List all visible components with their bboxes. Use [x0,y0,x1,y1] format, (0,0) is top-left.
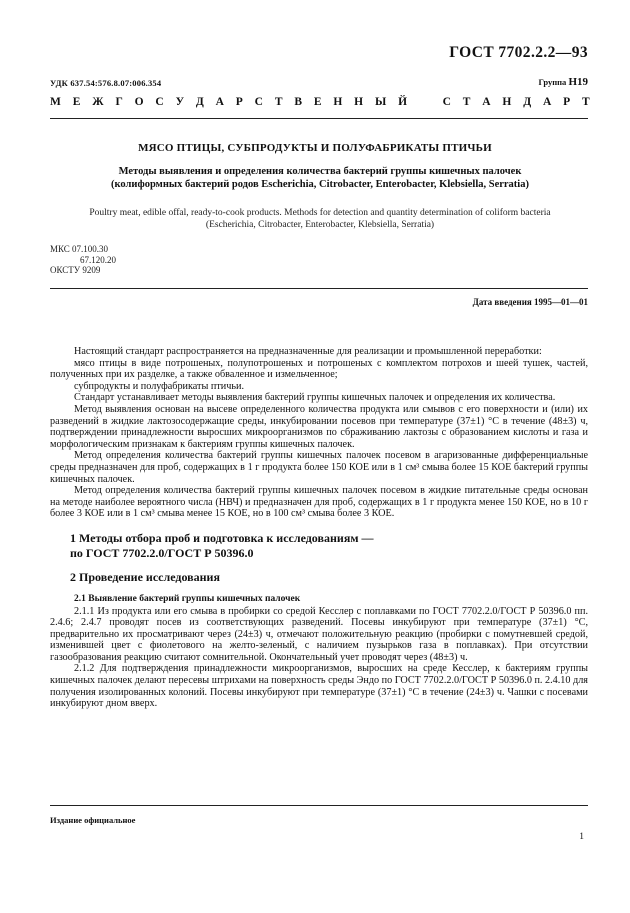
classification-codes [50,244,116,276]
footer-rule [50,805,588,806]
mks-code-1: МКС 07.100.30 [50,244,109,254]
paragraph: мясо птицы в виде потрошеных, полупотрошеных и потрошеных с комплектом потрохов и шеей тушек, частей, полученных при их разделке, а также обваленное и измельченное; [50,357,588,381]
heading-letter: С [254,96,263,108]
heading-letter: Д [195,96,204,108]
date-rule [50,288,588,289]
interstate-standard-heading [50,96,590,108]
section-1-heading [70,531,588,561]
heading-letter: Ж [92,96,104,108]
udk-code: УДК 637.54:576.8.07:006.354 [50,78,162,88]
heading-letter: Т [274,96,283,108]
paragraph: Стандарт устанавливает методы выявления бактерий группы кишечных палочек и определения их количества. [74,392,556,404]
heading-letter: Д [523,96,532,108]
heading-letter: С [442,96,451,108]
heading-letter: А [215,96,224,108]
paragraph: Метод определения количества бактерий группы кишечных палочек посевом в агаризованные дифференциальные среды предназначен для проб, содержащих в 1 г продукта более 150 КОЕ или в 1 см³ смыва более 15 КОЕ бактерий группы кишечных палочек. [50,450,588,485]
heading-letter: В [294,96,302,108]
paragraph: субпродукты и полуфабрикаты птичьи. [74,380,245,392]
paragraph: 2.1.1 Из продукта или его смыва в пробирки со средой Кесслер с поплавками по ГОСТ 7702.2.0/ГОСТ Р 50396.0 пп. 2.4.6; 2.4.7 проводят посев из соответствующих разведений. Посевы инкубируют при температуре (37±1) °С, предварительно их просматривают через (24±3) ч, отмечают положительную реакцию (пробирки с помутневшей средой, изменившей цвет с фиолетового на желто-зеленый, с наличием пузырьков газа в поплавках). При отсутствии газообразования реакцию считают сомнительной. Окончательный учет проводят через (48±3) ч. [50,605,588,663]
top-rule [50,118,588,119]
mks-code-2: 67.120.20 [80,254,116,265]
heading-letter: Н [354,96,364,108]
document-subtitle [60,165,580,191]
heading-letter: Н [502,96,512,108]
heading-letter: Е [72,96,81,108]
paragraph: Метод выявления основан на высеве определенного количества продукта или смывов с его поверхности и (или) их разведений в жидкие лактозосодержащие среды, инкубировании посевов при температуре (37±1) °С в течение (48±3) ч, подтверждении принадлежности выросших микроорганизмов по сбраживанию лактозы с образованием кислоты и газа и морфологическим признакам к бактериям группы кишечных палочек. [50,403,588,450]
heading-letter: Т [582,96,590,108]
heading-letter: Й [398,96,408,108]
group-value: Н19 [568,76,588,88]
subtitle-line-1: Методы выявления и определения количества бактерий группы кишечных палочек [118,166,522,177]
standard-number: ГОСТ 7702.2.2—93 [449,44,588,61]
document-body [50,346,588,710]
heading-letter: Ы [374,96,387,108]
document-title: МЯСО ПТИЦЫ, СУБПРОДУКТЫ И ПОЛУФАБРИКАТЫ ПТИЧЬИ [138,142,492,154]
heading-letter: А [482,96,491,108]
heading-letter: Р [235,96,243,108]
heading-letter: Г [115,96,123,108]
page-number: 1 [579,832,584,842]
section-1-heading-line-1: 1 Методы отбора проб и подготовка к исследованиям — [70,530,374,545]
group-label: Группа [538,77,567,87]
introduction-date: Дата введения 1995—01—01 [472,297,588,307]
heading-letter: Р [563,96,571,108]
subtitle-line-2: (колиформных бактерий родов Escherichia, Citrobacter, Enterobacter, Klebsiella, Serratia) [111,179,529,190]
edition-note: Издание официальное [50,815,136,825]
subsection-2-1-heading: 2.1 Выявление бактерий группы кишечных палочек [74,593,301,604]
heading-letter: Е [313,96,322,108]
heading-letter: А [542,96,552,108]
paragraph: Метод определения количества бактерий группы кишечных палочек посевом в жидкие питательные среды основан на методе наиболее вероятного числа (НВЧ) и предназначен для проб, содержащих в 1 г продукта менее 150 КОЕ, но в 10 г более 3 КОЕ или в 1 см³ смыва менее 15 КОЕ, но в 100 см³ смыва более 3 КОЕ. [50,485,588,520]
section-1-heading-line-2: по ГОСТ 7702.2.0/ГОСТ Р 50396.0 [70,545,254,560]
heading-letter: М [50,96,61,108]
section-2-heading: 2 Проведение исследования [70,569,220,584]
paragraph: 2.1.2 Для подтверждения принадлежности микроорганизмов, выросших на среде Кесслер, к бактериям группы кишечных палочек делают пересевы штрихами на поверхность среды Эндо по ГОСТ 7702.2.0/ГОСТ Р 50396.0 п. 2.4.10 для получения изолированных колоний. Посевы инкубируют при температуре (37±1) °С в течение (24±3) ч. Чашки с посевами инкубируют дном вверх. [50,663,588,710]
heading-letter: О [134,96,144,108]
group-code [539,76,588,88]
english-title: Poultry meat, edible offal, ready-to-cook products. Methods for detection and quantity determination of coliform bacteria (Escherichia, Citrobacter, Enterobacter, Klebsiella, Serratia) [89,208,551,230]
heading-letter: У [175,96,185,108]
heading-letter: С [155,96,164,108]
paragraph: Настоящий стандарт распространяется на предназначенные для реализации и промышленной переработки: [74,346,542,357]
heading-letter: Н [333,96,343,108]
okstu-code: ОКСТУ 9209 [50,265,101,275]
heading-letter: Т [462,96,471,108]
